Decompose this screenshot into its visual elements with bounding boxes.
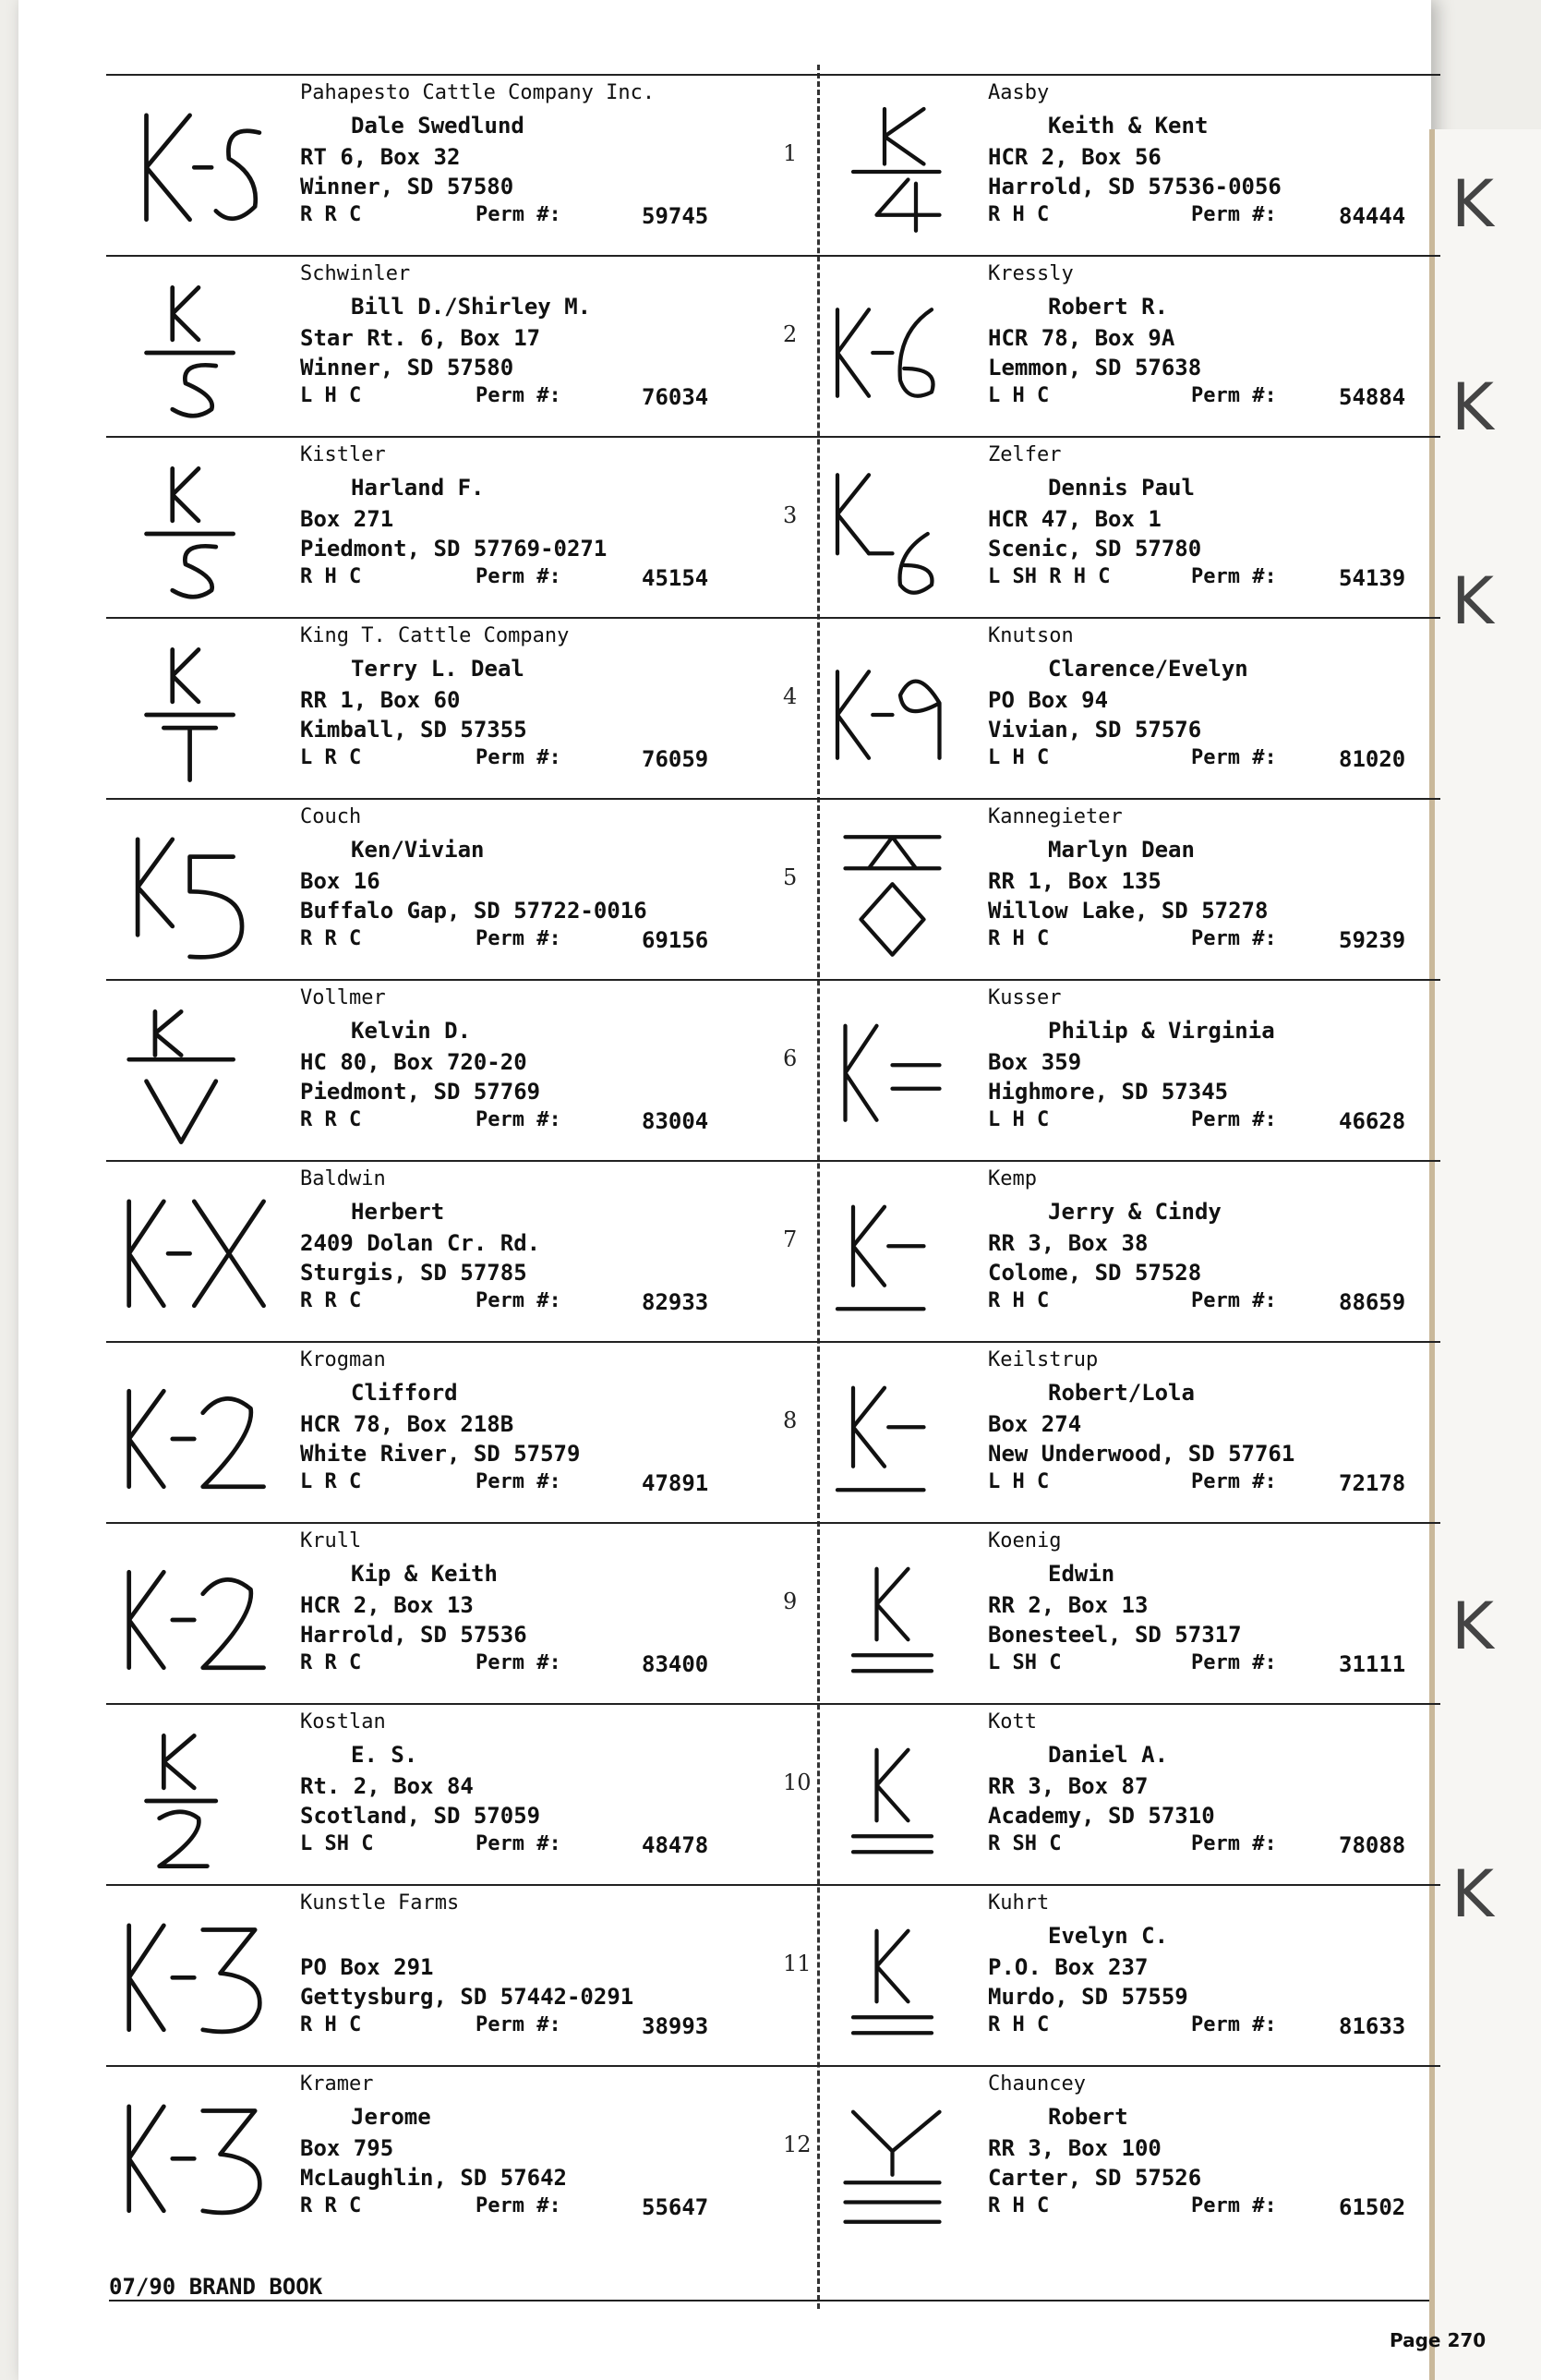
address-line: RT 6, Box 32 [300, 144, 461, 170]
row-number: 1 [783, 140, 798, 166]
row-number: 8 [783, 1407, 798, 1433]
address-line: HCR 78, Box 9A [988, 325, 1175, 351]
brand-entry [106, 1160, 808, 1341]
perm-label: Perm #: [1191, 565, 1277, 588]
brand-location: R R C [300, 927, 362, 950]
perm-number: 76034 [642, 384, 709, 410]
owner-person: Kelvin D. [351, 1018, 472, 1044]
brand-mark-icon [822, 1727, 979, 1875]
city-state-zip: Scenic, SD 57780 [988, 536, 1202, 562]
brand-location: R R C [300, 2194, 362, 2217]
brand-mark-icon [106, 98, 291, 246]
perm-number: 78088 [1339, 1832, 1406, 1858]
brand-location: R H C [988, 1289, 1050, 1312]
owner-name: Zelfer [988, 443, 1062, 466]
owner-name: Knutson [988, 624, 1074, 647]
owner-person: Herbert [351, 1199, 445, 1225]
brand-mark-icon [822, 98, 979, 246]
address-line: Box 16 [300, 868, 380, 894]
left-column [106, 74, 808, 2246]
brand-location: R R C [300, 1108, 362, 1131]
city-state-zip: Lemmon, SD 57638 [988, 355, 1202, 381]
owner-person: Marlyn Dean [1048, 837, 1195, 863]
brand-mark-icon [822, 641, 979, 789]
city-state-zip: Buffalo Gap, SD 57722-0016 [300, 898, 647, 924]
brand-entry [106, 979, 808, 1160]
brand-location: L H C [988, 384, 1050, 407]
address-line: RR 3, Box 87 [988, 1773, 1149, 1799]
perm-number: 48478 [642, 1832, 709, 1858]
brand-location: R SH C [988, 1832, 1062, 1855]
address-line: RR 1, Box 60 [300, 687, 461, 713]
owner-name: Kistler [300, 443, 386, 466]
owner-person: Robert R. [1048, 294, 1169, 320]
owner-person: Jerome [351, 2104, 431, 2130]
owner-name: Kostlan [300, 1710, 386, 1734]
owner-person: Dennis Paul [1048, 475, 1195, 501]
brand-location: R H C [300, 565, 362, 588]
perm-number: 61502 [1339, 2194, 1406, 2220]
page-number: Page 270 [1390, 2329, 1487, 2351]
perm-label: Perm #: [1191, 1832, 1277, 1855]
city-state-zip: White River, SD 57579 [300, 1441, 581, 1467]
row-number: 7 [783, 1226, 798, 1252]
brand-entry [783, 255, 1440, 436]
address-line: HCR 78, Box 218B [300, 1411, 514, 1437]
perm-label: Perm #: [1191, 746, 1277, 769]
owner-name: Kannegieter [988, 805, 1123, 828]
perm-number: 54139 [1339, 565, 1406, 591]
brand-entry [783, 1522, 1440, 1703]
brand-mark-icon [822, 1908, 979, 2056]
perm-number: 45154 [642, 565, 709, 591]
owner-name: Kuhrt [988, 1891, 1050, 1915]
owner-name: King T. Cattle Company [300, 624, 570, 647]
row-number: 12 [783, 2132, 812, 2157]
address-line: HC 80, Box 720-20 [300, 1049, 527, 1075]
row-number: 3 [783, 502, 798, 528]
perm-number: 84444 [1339, 203, 1406, 229]
brand-mark-icon [106, 1727, 291, 1875]
perm-number: 83400 [642, 1651, 709, 1677]
brand-entry [106, 1703, 808, 1884]
city-state-zip: Harrold, SD 57536 [300, 1622, 527, 1648]
perm-number: 59239 [1339, 927, 1406, 953]
owner-name: Koenig [988, 1529, 1062, 1552]
owner-name: Schwinler [300, 262, 411, 285]
brand-entry [783, 979, 1440, 1160]
ghost-brand: K [1451, 1856, 1494, 1932]
perm-label: Perm #: [476, 1470, 561, 1493]
ghost-brand: K [1451, 369, 1494, 445]
owner-person: Keith & Kent [1048, 113, 1209, 139]
city-state-zip: Highmore, SD 57345 [988, 1079, 1229, 1105]
brand-location: R H C [988, 927, 1050, 950]
address-line: HCR 2, Box 56 [988, 144, 1162, 170]
owner-person: Daniel A. [1048, 1742, 1169, 1768]
brand-location: R R C [300, 1289, 362, 1312]
address-line: PO Box 94 [988, 687, 1109, 713]
perm-label: Perm #: [1191, 384, 1277, 407]
perm-label: Perm #: [1191, 203, 1277, 226]
brand-mark-icon [822, 1003, 979, 1151]
address-line: PO Box 291 [300, 1954, 434, 1980]
owner-name: Aasby [988, 81, 1050, 104]
brand-mark-icon [106, 822, 291, 970]
brand-entry [106, 1341, 808, 1522]
brand-entry [783, 798, 1440, 979]
brand-mark-icon [822, 822, 979, 970]
brand-location: R H C [300, 2013, 362, 2036]
brand-mark-icon [822, 460, 979, 608]
address-line: RR 2, Box 13 [988, 1592, 1149, 1618]
brand-mark-icon [106, 1184, 291, 1332]
row-number: 2 [783, 321, 798, 347]
brand-mark-icon [822, 1365, 979, 1513]
next-page-edge [1429, 129, 1541, 2380]
row-number: 11 [783, 1951, 812, 1976]
owner-name: Kramer [300, 2072, 374, 2096]
perm-label: Perm #: [476, 927, 561, 950]
owner-person: Robert/Lola [1048, 1380, 1195, 1406]
city-state-zip: Kimball, SD 57355 [300, 717, 527, 743]
brand-entry [783, 617, 1440, 798]
perm-label: Perm #: [476, 565, 561, 588]
brand-location: R H C [988, 2013, 1050, 2036]
perm-number: 46628 [1339, 1108, 1406, 1134]
brand-mark-icon [106, 1365, 291, 1513]
perm-number: 88659 [1339, 1289, 1406, 1315]
brand-location: L H C [988, 746, 1050, 769]
brand-entry [783, 1160, 1440, 1341]
owner-name: Kressly [988, 262, 1074, 285]
row-number: 5 [783, 864, 798, 890]
brand-location: L R C [300, 746, 362, 769]
owner-person: Bill D./Shirley M. [351, 294, 592, 320]
brand-entry [106, 1522, 808, 1703]
owner-person: Robert [1048, 2104, 1128, 2130]
owner-person: Clarence/Evelyn [1048, 656, 1248, 682]
brand-entry [106, 255, 808, 436]
owner-name: Krogman [300, 1348, 386, 1371]
owner-name: Krull [300, 1529, 362, 1552]
brand-mark-icon [106, 1546, 291, 1694]
city-state-zip: Bonesteel, SD 57317 [988, 1622, 1242, 1648]
perm-label: Perm #: [1191, 927, 1277, 950]
address-line: HCR 2, Box 13 [300, 1592, 474, 1618]
city-state-zip: Gettysburg, SD 57442-0291 [300, 1984, 634, 2010]
city-state-zip: McLaughlin, SD 57642 [300, 2165, 567, 2191]
brand-location: R R C [300, 1651, 362, 1674]
row-number: 6 [783, 1045, 798, 1071]
brand-location: L R C [300, 1470, 362, 1493]
owner-person: Edwin [1048, 1561, 1115, 1587]
owner-person: Jerry & Cindy [1048, 1199, 1222, 1225]
address-line: HCR 47, Box 1 [988, 506, 1162, 532]
city-state-zip: Colome, SD 57528 [988, 1260, 1202, 1286]
city-state-zip: New Underwood, SD 57761 [988, 1441, 1295, 1467]
brand-entry [106, 436, 808, 617]
owner-person: E. S. [351, 1742, 418, 1768]
city-state-zip: Winner, SD 57580 [300, 174, 514, 199]
perm-label: Perm #: [476, 1651, 561, 1674]
perm-label: Perm #: [476, 384, 561, 407]
perm-number: 59745 [642, 203, 709, 229]
brand-entry [783, 2065, 1440, 2246]
owner-person: Evelyn C. [1048, 1923, 1169, 1949]
owner-name: Couch [300, 805, 362, 828]
address-line: RR 1, Box 135 [988, 868, 1162, 894]
address-line: RR 3, Box 100 [988, 2135, 1162, 2161]
perm-number: 38993 [642, 2013, 709, 2039]
brand-entry [106, 1884, 808, 2065]
brand-mark-icon [106, 1003, 291, 1151]
brand-mark-icon [106, 2089, 291, 2237]
perm-label: Perm #: [476, 1108, 561, 1131]
brand-mark-icon [106, 641, 291, 789]
perm-number: 54884 [1339, 384, 1406, 410]
owner-person: Dale Swedlund [351, 113, 524, 139]
perm-number: 82933 [642, 1289, 709, 1315]
city-state-zip: Carter, SD 57526 [988, 2165, 1202, 2191]
brand-mark-icon [822, 1546, 979, 1694]
brand-mark-icon [106, 279, 291, 427]
owner-person: Ken/Vivian [351, 837, 485, 863]
row-number: 9 [783, 1589, 798, 1614]
book-title: 07/90 BRAND BOOK [109, 2274, 323, 2300]
row-number: 4 [783, 683, 798, 709]
row-number: 10 [783, 1770, 812, 1795]
brand-location: L H C [988, 1470, 1050, 1493]
brand-location: L H C [988, 1108, 1050, 1131]
perm-number: 31111 [1339, 1651, 1406, 1677]
owner-person: Kip & Keith [351, 1561, 498, 1587]
brand-location: L SH C [300, 1832, 374, 1855]
perm-number: 55647 [642, 2194, 709, 2220]
city-state-zip: Scotland, SD 57059 [300, 1803, 541, 1829]
address-line: 2409 Dolan Cr. Rd. [300, 1230, 541, 1256]
brand-entry [106, 798, 808, 979]
city-state-zip: Sturgis, SD 57785 [300, 1260, 527, 1286]
ghost-brand: K [1451, 563, 1494, 639]
owner-name: Pahapesto Cattle Company Inc. [300, 81, 656, 104]
ghost-brand: K [1451, 1589, 1494, 1664]
city-state-zip: Piedmont, SD 57769-0271 [300, 536, 608, 562]
owner-name: Kusser [988, 986, 1062, 1009]
brand-location: L SH C [988, 1651, 1062, 1674]
address-line: Star Rt. 6, Box 17 [300, 325, 541, 351]
city-state-zip: Piedmont, SD 57769 [300, 1079, 541, 1105]
city-state-zip: Vivian, SD 57576 [988, 717, 1202, 743]
brand-location: R H C [988, 203, 1050, 226]
brand-entry [783, 1703, 1440, 1884]
owner-person: Clifford [351, 1380, 458, 1406]
owner-name: Kemp [988, 1167, 1037, 1190]
city-state-zip: Winner, SD 57580 [300, 355, 514, 381]
right-column [783, 74, 1440, 2246]
brand-entry [783, 1341, 1440, 1522]
perm-label: Perm #: [476, 1289, 561, 1312]
owner-name: Chauncey [988, 2072, 1086, 2096]
owner-name: Keilstrup [988, 1348, 1099, 1371]
perm-number: 47891 [642, 1470, 709, 1496]
perm-label: Perm #: [476, 203, 561, 226]
city-state-zip: Harrold, SD 57536-0056 [988, 174, 1282, 199]
perm-number: 69156 [642, 927, 709, 953]
brand-mark-icon [822, 1184, 979, 1332]
owner-name: Kott [988, 1710, 1037, 1734]
perm-label: Perm #: [1191, 1470, 1277, 1493]
perm-number: 81020 [1339, 746, 1406, 772]
owner-name: Baldwin [300, 1167, 386, 1190]
city-state-zip: Academy, SD 57310 [988, 1803, 1215, 1829]
brand-location: L SH R H C [988, 565, 1111, 588]
address-line: Box 795 [300, 2135, 394, 2161]
city-state-zip: Murdo, SD 57559 [988, 1984, 1188, 2010]
brand-location: R H C [988, 2194, 1050, 2217]
owner-person: Philip & Virginia [1048, 1018, 1275, 1044]
brand-entry [106, 2065, 808, 2246]
owner-person: Harland F. [351, 475, 485, 501]
perm-label: Perm #: [476, 1832, 561, 1855]
footer-rule [109, 2300, 1429, 2301]
owner-name: Vollmer [300, 986, 386, 1009]
perm-number: 72178 [1339, 1470, 1406, 1496]
brand-mark-icon [106, 1908, 291, 2056]
brand-entry [783, 436, 1440, 617]
address-line: RR 3, Box 38 [988, 1230, 1149, 1256]
ghost-brand: K [1451, 166, 1494, 242]
brand-entry [106, 617, 808, 798]
perm-label: Perm #: [1191, 1289, 1277, 1312]
owner-person: Terry L. Deal [351, 656, 524, 682]
perm-label: Perm #: [1191, 2194, 1277, 2217]
city-state-zip: Willow Lake, SD 57278 [988, 898, 1269, 924]
brand-entry [106, 74, 808, 255]
perm-label: Perm #: [476, 2194, 561, 2217]
address-line: Rt. 2, Box 84 [300, 1773, 474, 1799]
perm-label: Perm #: [1191, 2013, 1277, 2036]
perm-number: 83004 [642, 1108, 709, 1134]
perm-number: 81633 [1339, 2013, 1406, 2039]
brand-mark-icon [822, 279, 979, 427]
perm-number: 76059 [642, 746, 709, 772]
owner-name: Kunstle Farms [300, 1891, 460, 1915]
brand-location: R R C [300, 203, 362, 226]
brand-location: L H C [300, 384, 362, 407]
perm-label: Perm #: [1191, 1651, 1277, 1674]
brand-mark-icon [106, 460, 291, 608]
perm-label: Perm #: [1191, 1108, 1277, 1131]
address-line: Box 271 [300, 506, 394, 532]
address-line: Box 359 [988, 1049, 1082, 1075]
brand-mark-icon [822, 2089, 979, 2237]
brand-entry [783, 1884, 1440, 2065]
perm-label: Perm #: [476, 746, 561, 769]
address-line: P.O. Box 237 [988, 1954, 1149, 1980]
brand-entry [783, 74, 1440, 255]
perm-label: Perm #: [476, 2013, 561, 2036]
address-line: Box 274 [988, 1411, 1082, 1437]
